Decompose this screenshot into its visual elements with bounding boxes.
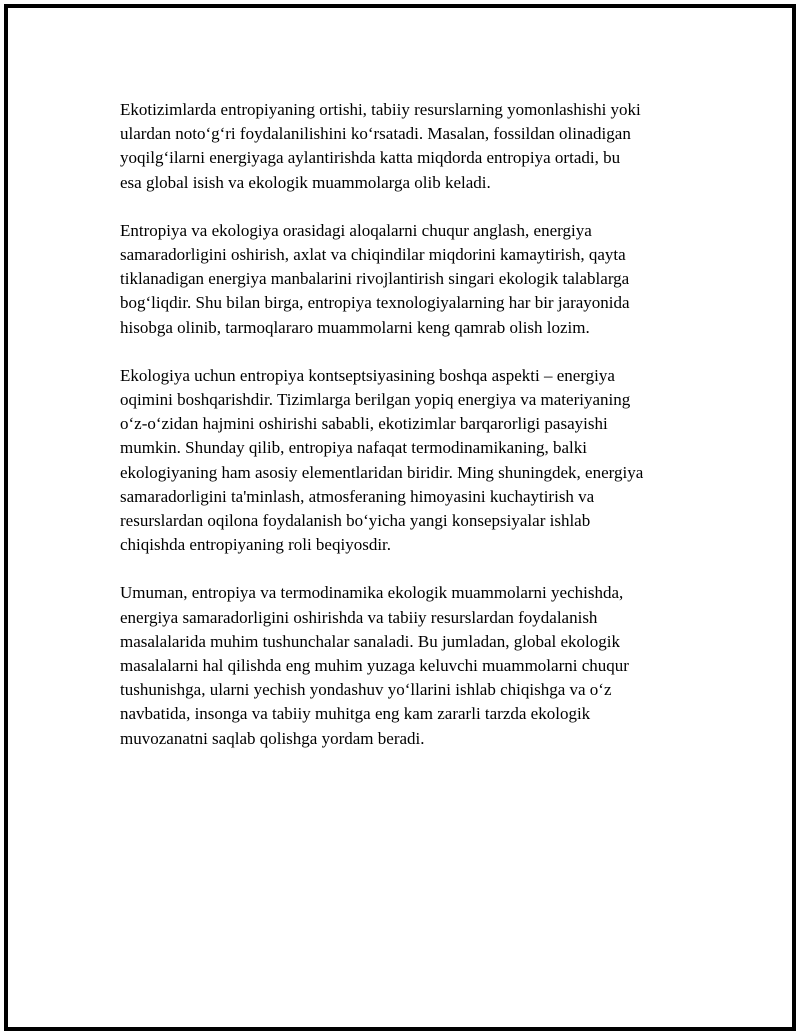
- paragraph-3: [120, 364, 700, 558]
- text-line: muvozanatni saqlab qolishga yordam beradi.: [120, 728, 425, 748]
- paragraph-2: [120, 219, 700, 340]
- text-line: tiklanadigan energiya manbalarini rivojlantirish singari ekologik talablarga: [120, 269, 630, 289]
- text-line: energiya samaradorligini oshirishda va tabiiy resurslardan foydalanish: [120, 607, 598, 627]
- text-line: Ekotizimlarda entropiyaning ortishi, tabiiy resurslarning yomonlashishi yoki: [120, 100, 641, 119]
- document-body: [120, 98, 700, 775]
- paragraph-1: [120, 98, 700, 195]
- text-line: bog‘liqdir. Shu bilan birga, entropiya texnologiyalarning har bir jarayonida: [120, 293, 630, 313]
- text-line: Umuman, entropiya va termodinamika ekologik muammolarni yechishda,: [120, 583, 624, 603]
- text-line: Ekologiya uchun entropiya kontseptsiyasining boshqa aspekti – energiya: [120, 365, 615, 385]
- text-line: yoqilg‘ilarni energiyaga aylantirishda katta miqdorda entropiya ortadi, bu: [120, 148, 621, 168]
- text-line: ulardan noto‘g‘ri foydalanilishini ko‘rsatadi. Masalan, fossildan olinadigan: [120, 124, 631, 144]
- text-line: resurslardan oqilona foydalanish bo‘yicha yangi konsepsiyalar ishlab: [120, 511, 591, 531]
- text-line: o‘z-o‘zidan hajmini oshirishi sababli, ekotizimlar barqarorligi pasayishi: [120, 414, 608, 434]
- text-line: oqimini boshqarishdir. Tizimlarga berilgan yopiq energiya va materiyaning: [120, 390, 631, 410]
- text-line: esa global isish va ekologik muammolarga olib keladi.: [120, 172, 491, 192]
- text-line: tushunishga, ularni yechish yondashuv yo‘llarini ishlab chiqishga va o‘z: [120, 680, 612, 700]
- text-line: ekologiyaning ham asosiy elementlaridan biridir. Ming shuningdek, energiya: [120, 462, 644, 482]
- text-line: Entropiya va ekologiya orasidagi aloqalarni chuqur anglash, energiya: [120, 220, 592, 240]
- text-line: masalalarida muhim tushunchalar sanaladi. Bu jumladan, global ekologik: [120, 631, 620, 651]
- paragraph-4: [120, 581, 700, 750]
- text-line: masalalarni hal qilishda eng muhim yuzaga keluvchi muammolarni chuqur: [120, 656, 629, 676]
- page-border: [4, 4, 796, 1031]
- text-line: samaradorligini ta'minlash, atmosferaning himoyasini kuchaytirish va: [120, 486, 595, 506]
- text-line: samaradorligini oshirish, axlat va chiqindilar miqdorini kamaytirish, qayta: [120, 245, 626, 265]
- text-line: chiqishda entropiyaning roli beqiyosdir.: [120, 535, 392, 555]
- text-line: mumkin. Shunday qilib, entropiya nafaqat termodinamikaning, balki: [120, 438, 587, 458]
- text-line: hisobga olinib, tarmoqlararo muammolarni keng qamrab olish lozim.: [120, 317, 590, 337]
- text-line: navbatida, insonga va tabiiy muhitga eng kam zararli tarzda ekologik: [120, 704, 591, 724]
